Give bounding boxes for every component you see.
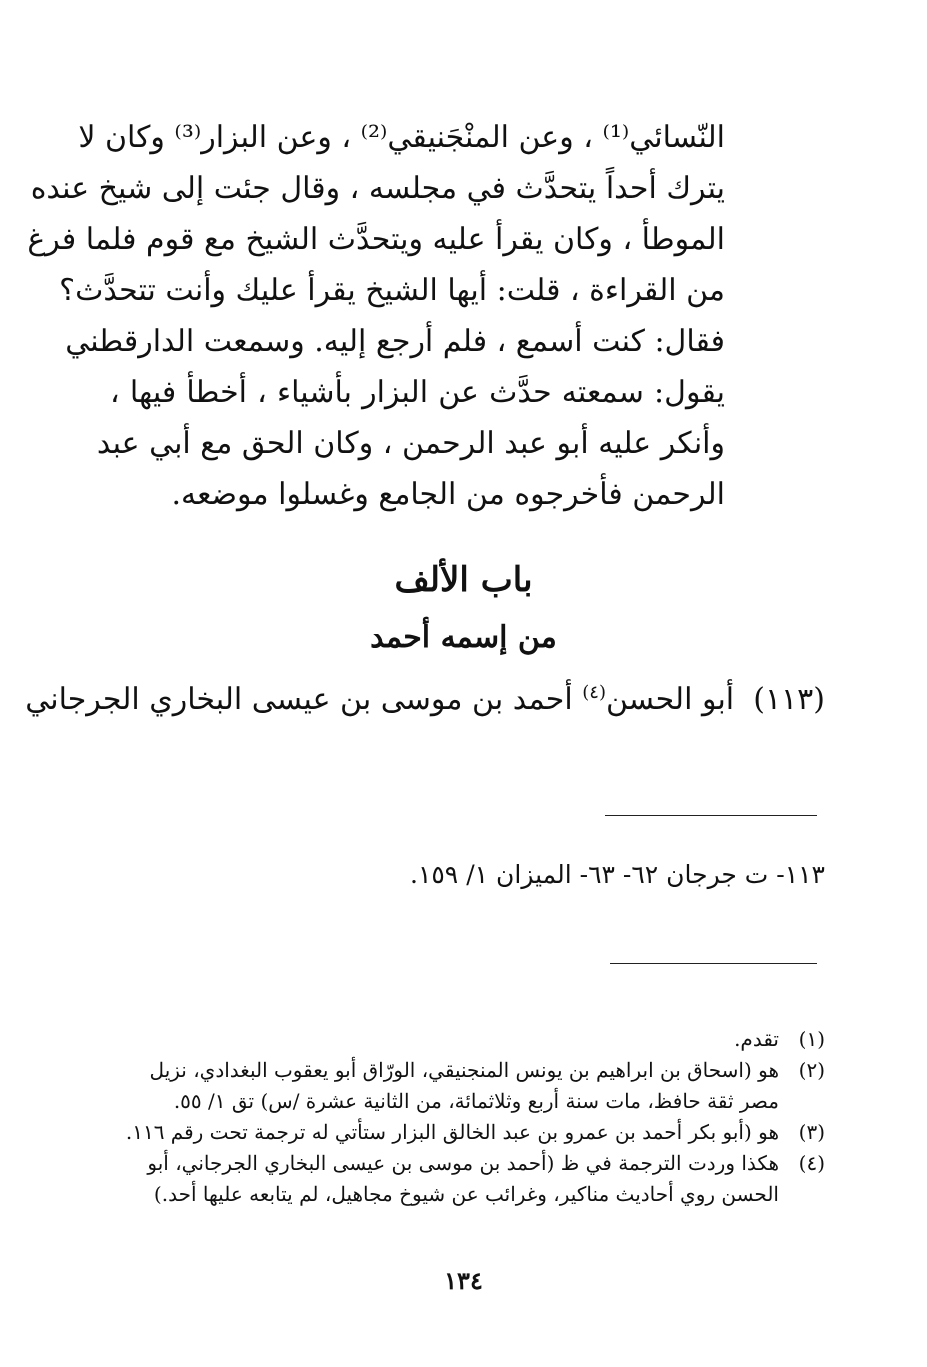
footnote-text bbox=[120, 1148, 779, 1210]
footnote-number: (٤) bbox=[798, 1151, 825, 1175]
footnote-line: هو (اسحاق بن ابراهيم بن يونس المنجنيقي، الورّاق أبو يعقوب البغدادي، نزيل bbox=[149, 1058, 779, 1082]
paragraph-line: من القراءة ، قلت: أيها الشيخ يقرأ عليك وأنت تتحدَّث؟ bbox=[59, 273, 725, 308]
footnote-line: هو (أبو بكر أحمد بن عمرو بن عبد الخالق البزار ستأتي له ترجمة تحت رقم ١١٦. bbox=[125, 1120, 779, 1144]
paragraph-line: يترك أحداً يتحدَّث في مجلسه ، وقال جئت إلى شيخ عنده bbox=[30, 171, 725, 206]
footnote-line: الحسن روي أحاديث مناكير، وغرائب عن شيوخ مجاهيل، لم يتابعه عليها أحد.) bbox=[153, 1182, 779, 1206]
entry-number: (١١٣) bbox=[753, 682, 825, 717]
footnote-text bbox=[120, 1117, 779, 1148]
entry-name-rest: أحمد بن موسى بن عيسى البخاري الجرجاني bbox=[25, 682, 573, 717]
paragraph-line: وأنكر عليه أبو عبد الرحمن ، وكان الحق مع أبي عبد bbox=[96, 426, 725, 461]
footnote-item bbox=[120, 1024, 825, 1055]
paragraph-line: النّسائي⁽¹⁾ ، وعن المنْجَنيقي⁽²⁾ ، وعن البزار⁽³⁾ وكان لا bbox=[78, 120, 725, 155]
footnote-item bbox=[120, 1148, 825, 1210]
footnote-line: هكذا وردت الترجمة في ظ (أحمد بن موسى بن عيسى البخاري الجرجاني، أبو bbox=[147, 1151, 779, 1175]
source-note: ١١٣- ت جرجان ٦٢- ٦٣- الميزان ١/ ١٥٩. bbox=[410, 860, 825, 889]
divider bbox=[610, 963, 817, 964]
paragraph-line: الرحمن فأخرجوه من الجامع وغسلوا موضعه. bbox=[171, 477, 725, 512]
footnote-line: مصر ثقة حافظ، مات سنة أربع وثلاثمائة، من الثانية عشرة /س) تق ١/ ٥٥. bbox=[173, 1089, 779, 1113]
footnote-number: (٣) bbox=[798, 1120, 825, 1144]
footnote-line: تقدم. bbox=[734, 1027, 779, 1051]
footnote-item bbox=[120, 1055, 825, 1117]
footnote-number: (١) bbox=[798, 1027, 825, 1051]
entry-name-start: أبو الحسن bbox=[605, 682, 735, 717]
footnote-item bbox=[120, 1117, 825, 1148]
section-subtitle: من إسمه أحمد bbox=[370, 620, 557, 655]
divider bbox=[605, 815, 817, 816]
paragraph-line: يقول: سمعته حدَّث عن البزار بأشياء ، أخطأ فيها ، bbox=[110, 375, 725, 410]
entry-heading bbox=[25, 682, 825, 717]
footnotes bbox=[120, 1024, 825, 1210]
main-paragraph bbox=[27, 112, 725, 520]
paragraph-line: فقال: كنت أسمع ، فلم أرجع إليه. وسمعت الدارقطني bbox=[65, 324, 725, 359]
footnote-number: (٢) bbox=[798, 1058, 825, 1082]
paragraph-line: الموطأ ، وكان يقرأ عليه ويتحدَّث الشيخ مع قوم فلما فرغ bbox=[27, 222, 725, 257]
section-title: باب الألف bbox=[394, 560, 533, 600]
page-number: ١٣٤ bbox=[444, 1266, 483, 1295]
footnote-reference: (٤) bbox=[582, 682, 606, 703]
footnote-text bbox=[120, 1024, 779, 1055]
footnote-text bbox=[120, 1055, 779, 1117]
